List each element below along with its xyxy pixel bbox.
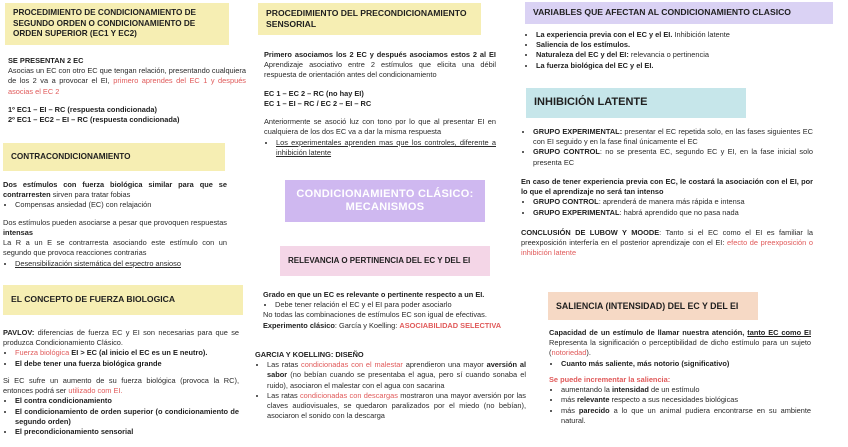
relevancia-bullet: • Debe tener relación el EC y el EI para poder asociarlo <box>275 300 513 310</box>
fuerza-bullet-5: • El precondicionamiento sensorial <box>15 427 239 437</box>
pavlov-text: PAVLOV: diferencias de fuerza EC y EI son necesarias para que se produzca Condicionamiento Clásico. <box>3 328 239 348</box>
contra-section <box>3 180 227 269</box>
relevancia-p1: Grado en que un EC es relevante o pertinente respecto a un EI. <box>263 290 485 299</box>
saliencia-section <box>549 328 811 426</box>
fuerza-bullet-4: • El condicionamiento de orden superior (o condicionamiento de segundo orden) <box>15 407 239 427</box>
lubow-text: CONCLUSIÓN DE LUBOW Y MOODE: Tanto si el EC como el EI es familiar la preexposición interfería en el posterior aprendizaje con el EI: efecto de preexposición o inhibición latente <box>521 227 813 258</box>
fuerza-bullet-3: • El contra condicionamiento <box>15 396 239 406</box>
title-fuerza-biologica: EL CONCEPTO DE FUERZA BIOLOGICA <box>3 285 243 315</box>
se-presentan-title: SE PRESENTAN 2 EC <box>8 56 84 65</box>
variables-section <box>524 30 824 71</box>
precond-seq-1: EC 1 – EC 2 – RC (no hay EI) <box>264 88 364 98</box>
variables-bullet-4: • La fuerza biológica del EC y el EI. <box>536 61 824 71</box>
precond-bullet: • Los experimentales aprenden mas que los controles, diferente a inhibición latente <box>276 138 496 158</box>
title-contracondicionamiento: CONTRACONDICIONAMIENTO <box>3 143 225 171</box>
variables-bullet-1: • La experiencia previa con el EC y el EI. Inhibición latente <box>536 30 824 40</box>
inhibicion-bullet-2: • GRUPO CONTROL: no se presenta EC, segundo EC y EI, en la fase inicial solo presenta EC <box>533 147 813 167</box>
fuerza-p2: Si EC sufre un aumento de su fuerza biológica (provoca la RC), entonces podrá ser utilizado com EI. <box>3 375 239 396</box>
garcia-section <box>255 350 526 422</box>
precond-seq-2: EC 1 – EI – RC / EC 2 – EI – RC <box>264 98 372 108</box>
relevancia-section <box>263 290 513 331</box>
garcia-bullet-2: • Las ratas condicionadas con descargas mostraron una mayor aversión por las claves audiovisuales, se quedaron paralizados por el miedo (no bebían), asociaron el sonido con la descarga <box>267 391 526 422</box>
contra-bullet-2: • Desensibilización sistemática del espectro ansioso <box>15 259 227 269</box>
saliencia-red-title: Se puede incrementar la saliencia: <box>549 374 671 384</box>
relevancia-p2: No todas las combinaciones de estímulos EC son igual de efectivas. <box>263 310 487 320</box>
fuerza-bullet-1: • Fuerza biológica EI > EC (al inicio el EC es un E neutro). <box>15 348 239 358</box>
precond-p1: Primero asociamos los 2 EC y después asociamos estos 2 al EI Aprendizaje asociativo entre 2 estímulos que elicita una débil respuesta de orientación antes del condicionamiento <box>264 50 496 80</box>
saliencia-bullet-3: • más parecido a lo que un animal pudiera encontrarse en su ambiente natural. <box>561 406 811 426</box>
center-title: CONDICIONAMIENTO CLÁSICO: MECANISMOS <box>285 180 485 222</box>
contra-p3: La R a un E se contrarresta asociando este estímulo con un segundo que provoca reacciones contrarias <box>3 238 227 258</box>
relevancia-p3: Experimento clásico: García y Koelling: ASOCIABILIDAD SELECTIVA <box>263 320 502 330</box>
orden-1: 1º EC1 – EI – RC (respuesta condicionada) <box>8 104 157 114</box>
precond-p2: Anteriormente se asoció luz con tono por lo que al presentar EI en cualquiera de los dos EC va a dar la misma respuesta <box>264 117 496 137</box>
orden-2: 2º EC1 – EC2 – EI – RC (respuesta condicionada) <box>8 115 180 125</box>
precond-section <box>264 50 496 158</box>
variables-bullet-3: • Naturaleza del EC y del EI: relevancia o pertinencia <box>536 50 824 60</box>
variables-bullet-2: • Saliencia de los estímulos. <box>536 40 824 50</box>
saliencia-bullet-2: • más relevante respecto a sus necesidades biológicas <box>561 395 811 405</box>
title-saliencia: SALIENCIA (INTENSIDAD) DEL EC Y DEL EI <box>548 292 758 320</box>
title-precondicionamiento: PROCEDIMIENTO DEL PRECONDICIONAMIENTO SENSORIAL <box>258 3 481 35</box>
saliencia-bullet: • Cuanto más saliente, más notorio (significativo) <box>561 359 811 369</box>
title-orden-superior: PROCEDIMIENTO DE CONDICIONAMIENTO DE SEGUNDO ORDEN O CONDICIONAMIENTO DE ORDEN SUPERIOR (EC1 Y EC2) <box>5 3 229 45</box>
inhibicion-bullet-1: • GRUPO EXPERIMENTAL: presentar el EC repetida solo, en las fases siguientes EC con EI seguido y en la fase final únicamente el EC <box>533 127 813 147</box>
inhibicion-bullet-4: • GRUPO EXPERIMENTAL: habrá aprendido que no pasa nada <box>533 208 813 218</box>
contra-p2: Dos estímulos pueden asociarse a pesar que provoquen respuestas intensas <box>3 217 227 237</box>
garcia-bullet-1: • Las ratas condicionadas con el malestar aprendieron una mayor aversión al sabor (no bebían cuando se presentaba el agua, pero sí cuando sonaba el ruido), asociaron el malestar con el agua con sacarina <box>267 360 526 391</box>
saliencia-bullet-1: • aumentando la intensidad de un estímulo <box>561 385 811 395</box>
inhibicion-section <box>521 127 813 258</box>
contra-p1: Dos estímulos con fuerza biológica similar para que se contrarresten sirven para tratar fobias <box>3 180 227 200</box>
inhibicion-bullet-3: • GRUPO CONTROL: aprenderá de manera más rápida e intensa <box>533 197 813 207</box>
title-inhibicion: INHIBICIÓN LATENTE <box>526 88 746 118</box>
contra-bullet-1: • Compensas ansiedad (EC) con relajación <box>15 200 227 210</box>
se-presentan-text: Asocias un EC con otro EC que tengan relación, presentando cualquiera de los 2 va a provocar el EI, primero aprendes del EC 1 y después asocias el EC 2 <box>8 66 246 96</box>
title-variables: VARIABLES QUE AFECTAN AL CONDICIONAMIENTO CLASICO <box>525 2 833 24</box>
title-relevancia: RELEVANCIA O PERTINENCIA DEL EC Y DEL EI <box>280 246 490 276</box>
garcia-title: GARCIA Y KOELLING: DISEÑO <box>255 350 364 359</box>
inhibicion-p1: En caso de tener experiencia previa con EC, le costará la asociación con el EI, por lo que el aprendizaje no será tan intenso <box>521 176 813 197</box>
saliencia-p1: Capacidad de un estímulo de llamar nuestra atención, tanto EC como EI Representa la significación o perceptibilidad de dicho estímulo para un sujeto (notoriedad). <box>549 328 811 358</box>
se-presentan-section <box>8 56 246 125</box>
fuerza-section <box>3 328 239 437</box>
fuerza-bullet-2: • El debe tener una fuerza biológica grande <box>15 359 239 369</box>
